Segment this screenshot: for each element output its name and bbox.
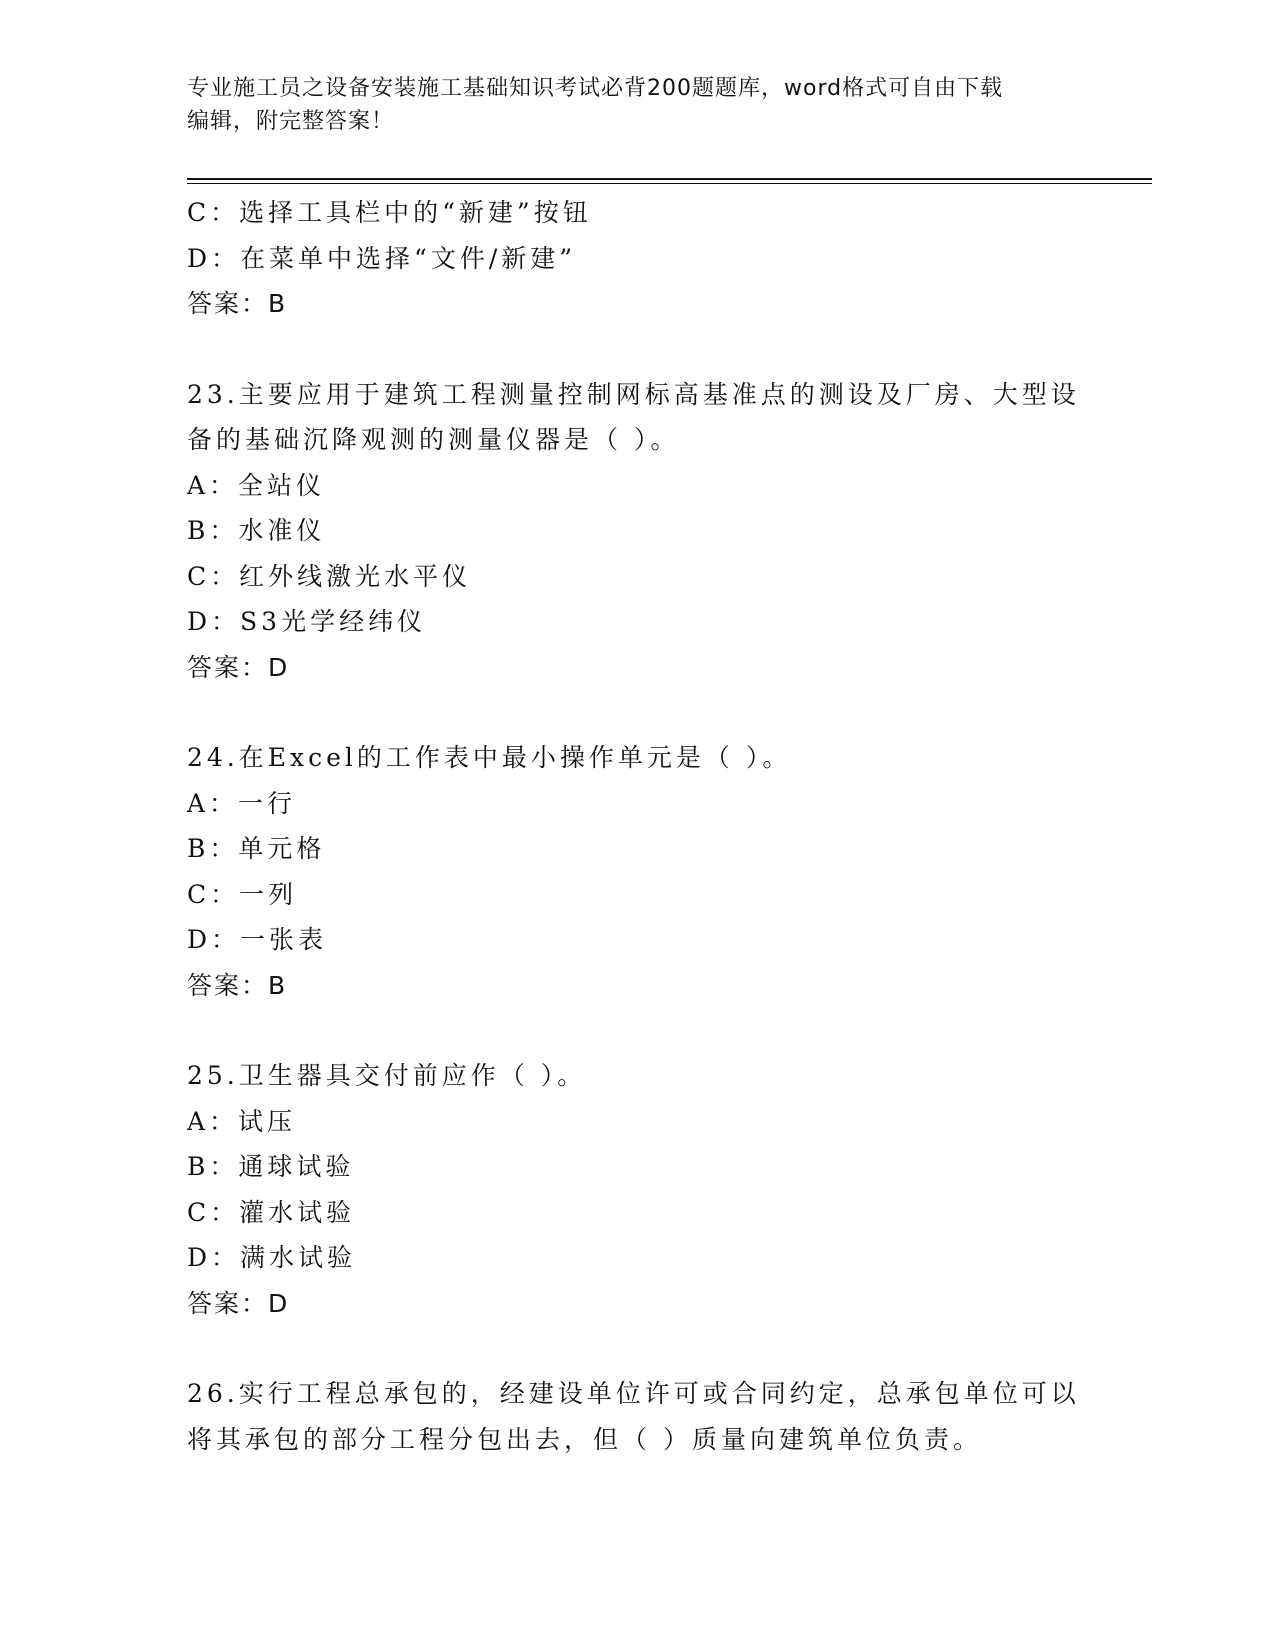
option-c: C：灌水试验: [187, 1197, 356, 1227]
answer-line: 答案：D: [187, 652, 290, 682]
option-c: C：红外线激光水平仪: [187, 561, 472, 591]
option-b: B：水准仪: [187, 516, 326, 545]
question-text-line-1: 24.在Excel的工作表中最小操作单元是（ ）。: [187, 743, 792, 772]
answer-line: 答案：B: [187, 289, 288, 318]
question-25: [187, 1053, 1087, 1326]
header-title-line-1: 专业施工员之设备安装施工基础知识考试必背200题题库，word格式可自由下载: [187, 76, 1004, 101]
question-list: [187, 190, 1087, 1462]
document-header: [187, 72, 1067, 138]
question-text-line-2: 将其承包的部分工程分包出去，但（ ）质量向建筑单位负责。: [187, 1424, 982, 1454]
header-divider-thick: [187, 178, 1152, 180]
question-text-line-1: 26.实行工程总承包的，经建设单位许可或合同约定，总承包单位可以: [187, 1379, 1080, 1408]
prev-question-block: [187, 190, 1087, 327]
option-c: C：选择工具栏中的“新建”按钮: [187, 198, 592, 227]
question-24: [187, 735, 1087, 1008]
option-b: B：通球试验: [187, 1152, 355, 1181]
question-26: [187, 1371, 1087, 1462]
option-d: D：S3光学经纬仪: [187, 607, 427, 636]
header-divider-thin: [187, 183, 1152, 184]
answer-line: 答案：B: [187, 970, 288, 1000]
option-b: B：单元格: [187, 834, 326, 863]
option-d: D：在菜单中选择“文件/新建”: [187, 243, 577, 273]
question-text-line-1: 25.卫生器具交付前应作（ ）。: [187, 1061, 587, 1090]
option-d: D：满水试验: [187, 1243, 357, 1272]
option-a: A：全站仪: [187, 470, 326, 500]
answer-line: 答案：D: [187, 1288, 290, 1318]
question-23: [187, 372, 1087, 691]
option-c: C：一列: [187, 879, 298, 909]
header-title-line-2: 编辑，附完整答案！: [187, 109, 395, 134]
option-a: A：试压: [187, 1106, 297, 1136]
option-d: D：一张表: [187, 925, 328, 954]
question-text-line-1: 23.主要应用于建筑工程测量控制网标高基准点的测设及厂房、大型设: [187, 379, 1080, 409]
option-a: A：一行: [187, 788, 297, 818]
question-text-line-2: 备的基础沉降观测的测量仪器是（ ）。: [187, 425, 680, 454]
